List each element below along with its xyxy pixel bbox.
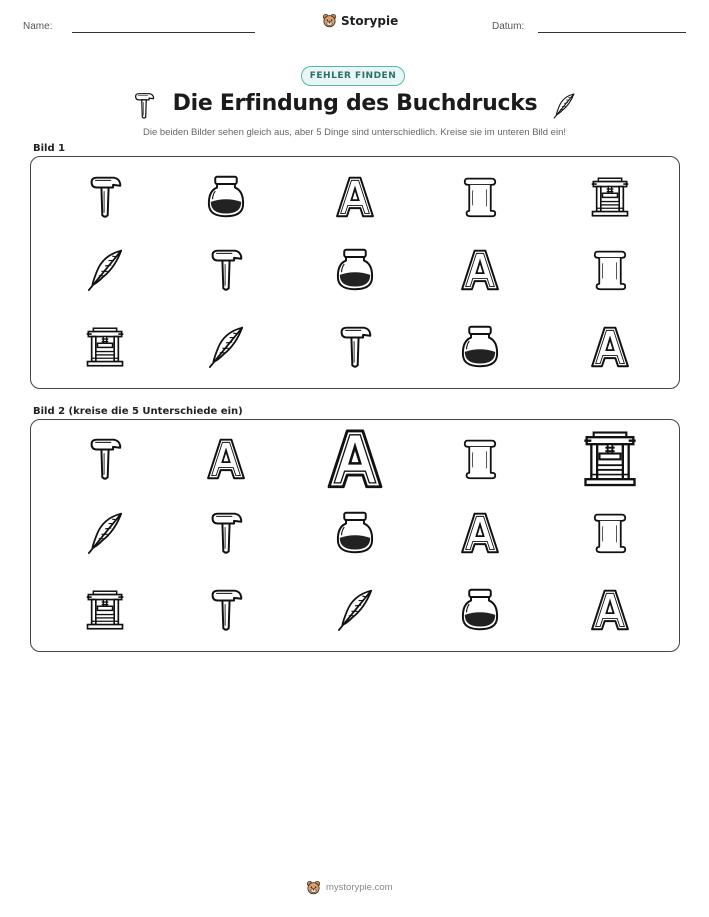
brand-name: Storypie [341, 13, 399, 28]
quill-icon [85, 248, 125, 293]
name-label: Name: [23, 21, 53, 32]
scroll-icon [590, 511, 630, 556]
scroll-icon [460, 175, 500, 220]
letter-a-icon [326, 427, 384, 492]
printing-press-icon [85, 588, 125, 633]
page-title: Die Erfindung des Buchdrucks [172, 91, 538, 116]
bear-icon [306, 880, 321, 895]
bear-icon [322, 13, 337, 28]
printing-press-icon [85, 325, 125, 370]
footer [306, 880, 393, 895]
picture-1-label: Bild 1 [33, 143, 66, 154]
hammer-icon [132, 92, 156, 120]
footer-site: mystorypie.com [326, 882, 393, 893]
hammer-icon [206, 248, 246, 293]
hammer-icon [335, 325, 375, 370]
letter-a-icon [460, 511, 500, 556]
instructions: Die beiden Bilder sehen gleich aus, aber 5 Dinge sind unterschiedlich. Kreise sie im unteren Bild ein! [143, 127, 566, 138]
ink-pot-icon [335, 511, 375, 556]
hammer-icon [85, 437, 125, 482]
name-field[interactable] [72, 32, 255, 33]
quill-icon [206, 325, 246, 370]
quill-icon [552, 92, 576, 120]
letter-a-icon [335, 175, 375, 220]
hammer-icon [85, 175, 125, 220]
hammer-icon [206, 588, 246, 633]
printing-press-icon [590, 175, 630, 220]
letter-a-icon [460, 248, 500, 293]
worksheet-type-badge: FEHLER FINDEN [301, 66, 405, 86]
scroll-icon [590, 248, 630, 293]
letter-a-icon [590, 325, 630, 370]
picture-2-label: Bild 2 (kreise die 5 Unterschiede ein) [33, 406, 243, 417]
ink-pot-icon [460, 325, 500, 370]
hammer-icon [206, 511, 246, 556]
brand-logo [322, 13, 398, 28]
date-label: Datum: [492, 21, 525, 32]
date-field[interactable] [538, 32, 686, 33]
quill-icon [85, 511, 125, 556]
ink-pot-icon [206, 175, 246, 220]
ink-pot-icon [460, 588, 500, 633]
scroll-icon [460, 437, 500, 482]
quill-icon [335, 588, 375, 633]
printing-press-icon [582, 428, 638, 491]
letter-a-icon [206, 437, 246, 482]
letter-a-icon [590, 588, 630, 633]
ink-pot-icon [335, 248, 375, 293]
